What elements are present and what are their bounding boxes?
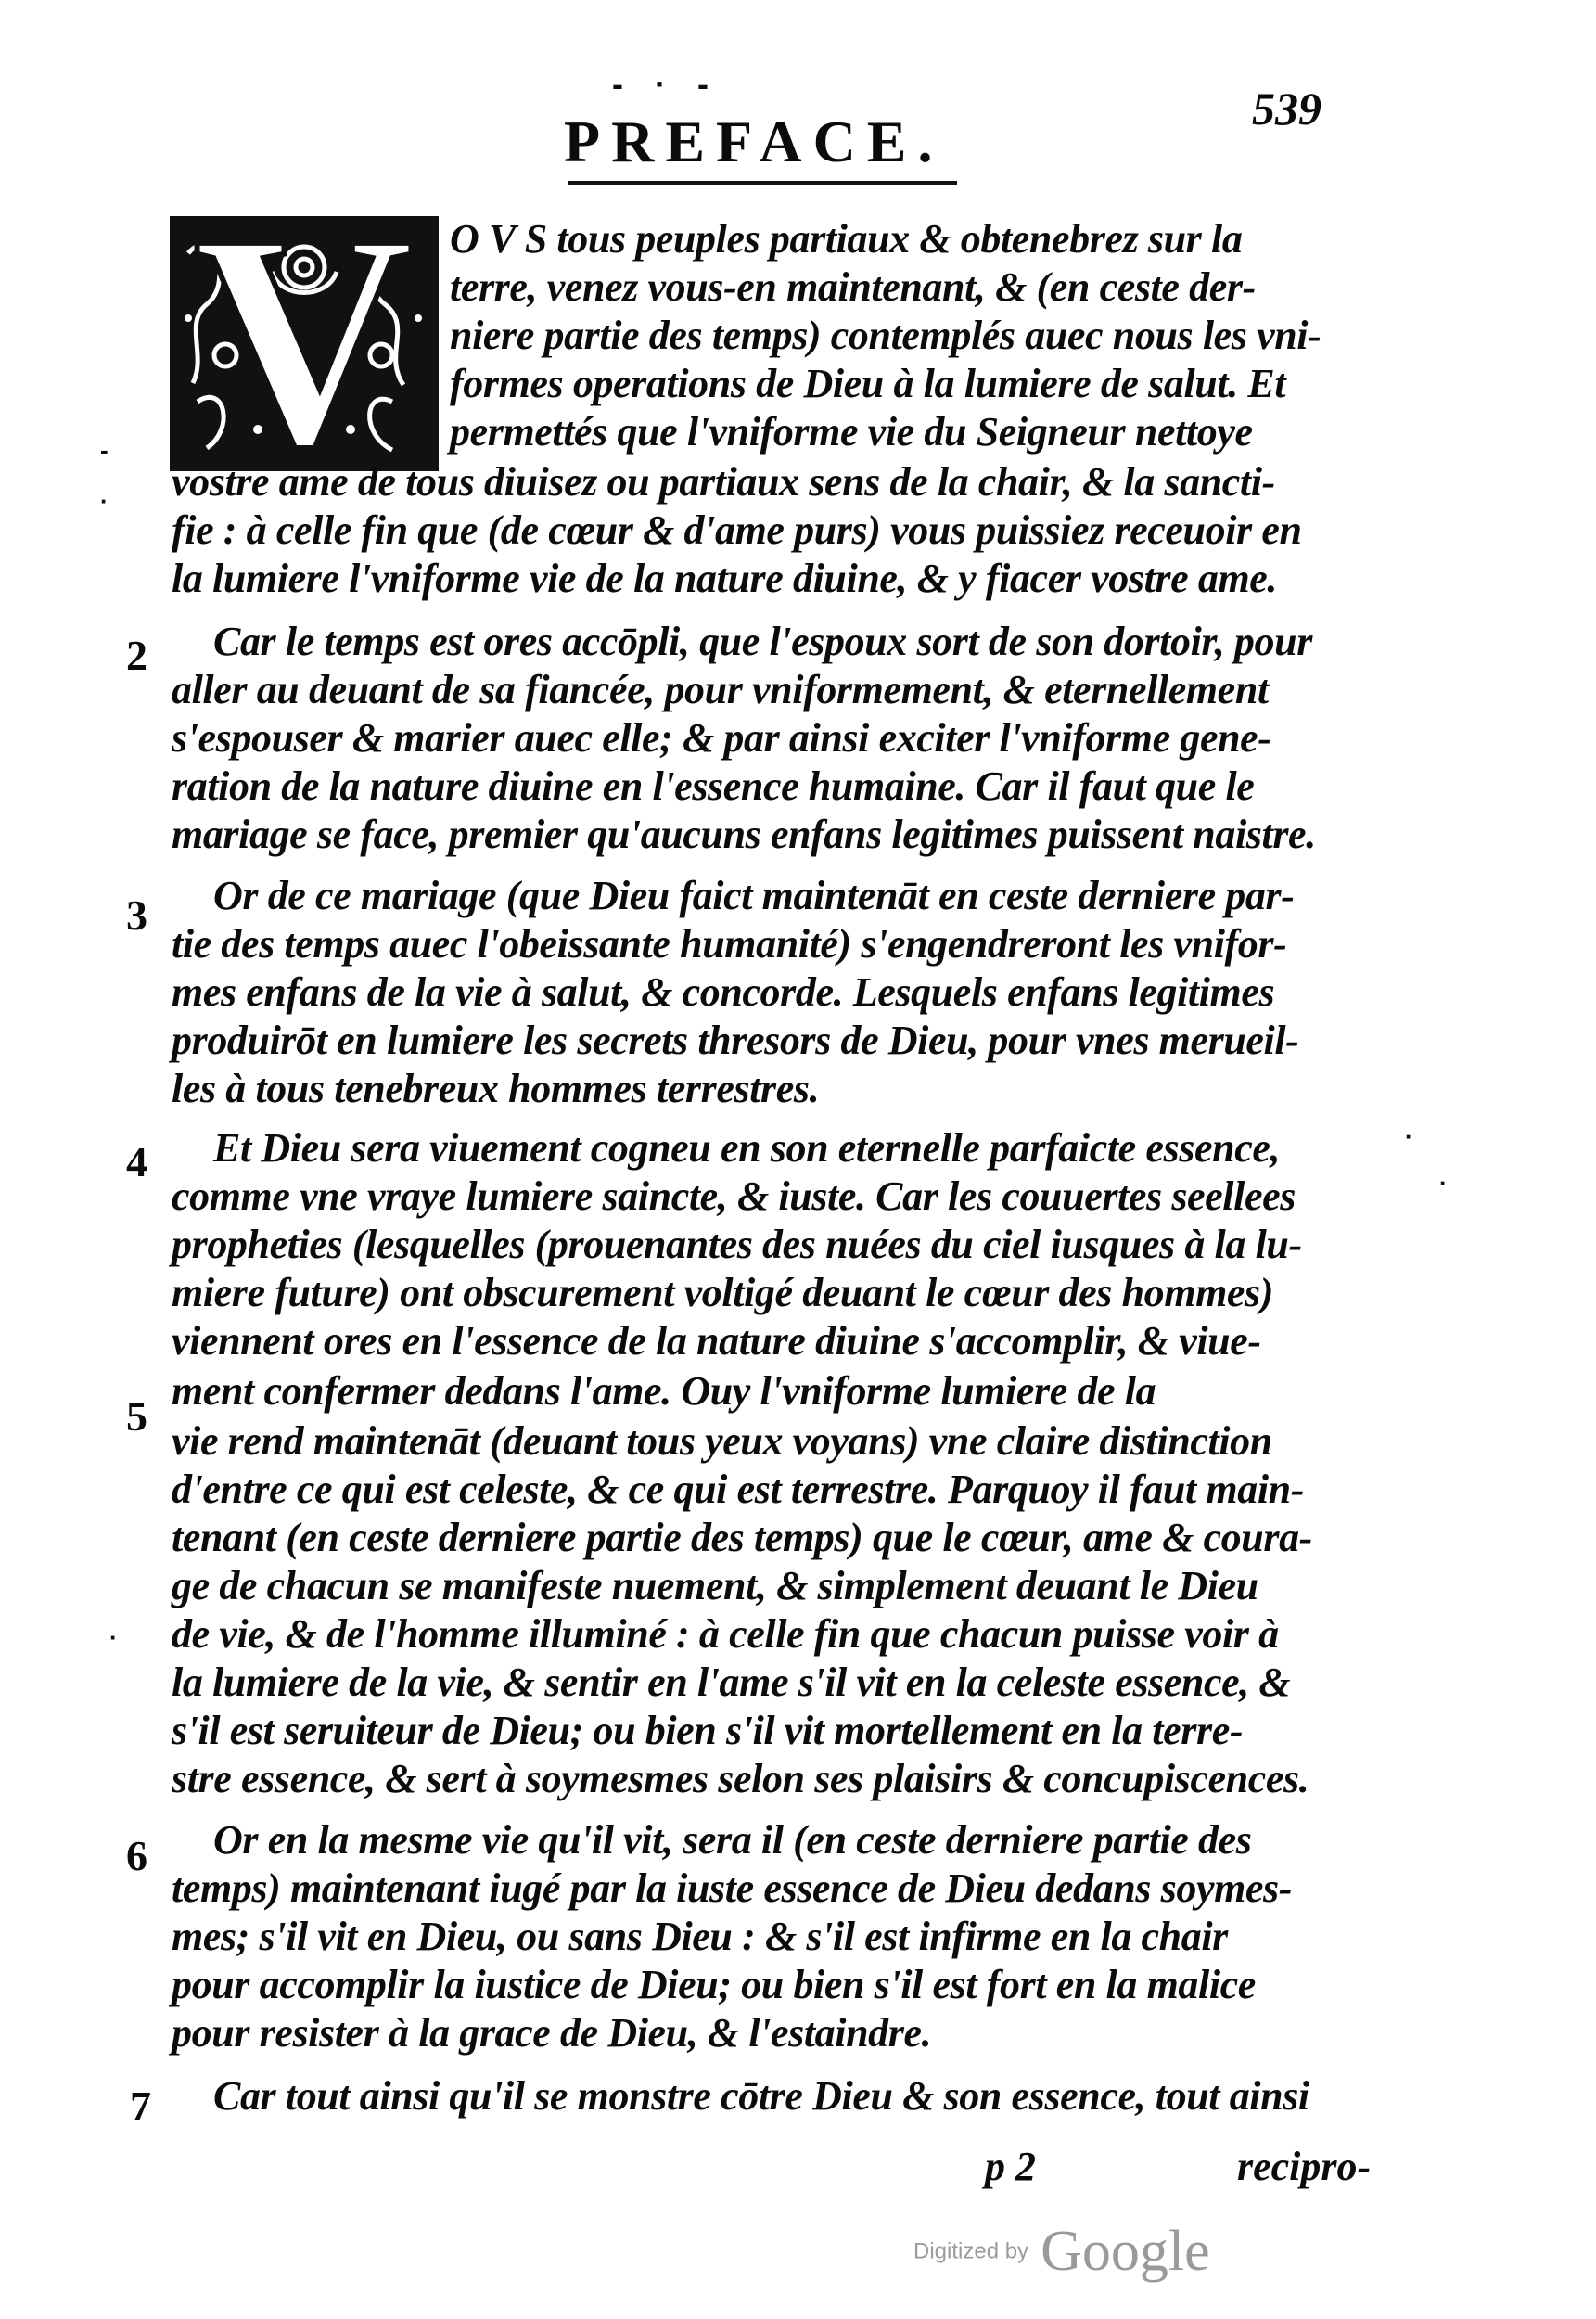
decorated-drop-cap: [170, 172, 439, 510]
margin-number: 5: [126, 1392, 147, 1440]
text-line: ge de chacun se manifeste nuement, & simplement deuant le Dieu: [172, 1563, 1258, 1608]
text-line: propheties (lesquelles (prouenantes des nuées du ciel iusques à la lu-: [172, 1222, 1302, 1267]
digitization-watermark: [913, 2219, 1210, 2285]
text-line: temps) maintenant iugé par la iuste essence de Dieu dedans soymes-: [172, 1865, 1293, 1911]
text-line: vie rend maintenāt (deuant tous yeux voyans) vne claire distinction: [172, 1418, 1272, 1464]
margin-number: 6: [126, 1832, 147, 1879]
page-number: 539: [1252, 83, 1321, 135]
text-line: tenant (en ceste derniere partie des temps) que le cœur, ame & coura-: [172, 1515, 1312, 1560]
margin-number: 3: [126, 891, 147, 939]
text-line: comme vne vraye lumiere saincte, & iuste. Car les couuertes seellees: [172, 1173, 1296, 1219]
text-line: pour accomplir la iustice de Dieu; ou bien s'il est fort en la malice: [172, 1962, 1256, 2007]
margin-number: 2: [126, 632, 147, 679]
ink-speck: ·: [100, 487, 109, 515]
text-line: s'il est seruiteur de Dieu; ou bien s'il vit mortellement en la terre-: [172, 1708, 1244, 1753]
text-line: les à tous tenebreux hommes terrestres.: [172, 1066, 820, 1111]
text-line: viennent ores en l'essence de la nature diuine s'accomplir, & viue-: [172, 1318, 1261, 1364]
text-line: produirōt en lumiere les secrets thresors de Dieu, pour vnes merueil-: [172, 1018, 1299, 1063]
text-line: de vie, & de l'homme illuminé : à celle fin que chacun puisse voir à: [172, 1611, 1279, 1657]
watermark-prefix: Digitized by: [913, 2238, 1029, 2264]
ink-speck: ·: [1405, 1122, 1413, 1150]
text-line: Car le temps est ores accōpli, que l'espoux sort de son dortoir, pour: [213, 619, 1312, 664]
text-line: mariage se face, premier qu'aucuns enfans legitimes puissent naistre.: [172, 812, 1316, 857]
text-line: Or en la mesme vie qu'il vit, sera il (en ceste derniere partie des: [213, 1817, 1252, 1863]
text-line: d'entre ce qui est celeste, & ce qui est terrestre. Parquoy il faut main-: [172, 1467, 1304, 1512]
text-line: niere partie des temps) contemplés auec nous les vni-: [450, 313, 1321, 358]
text-line: fie : à celle fin que (de cœur & d'ame purs) vous puissiez receuoir en: [172, 507, 1302, 553]
signature-mark: p 2: [985, 2144, 1036, 2189]
text-line: tie des temps auec l'obeissante humanité) s'engendreront les vnifor-: [172, 921, 1287, 967]
text-line: vostre ame de tous diuisez ou partiaux sens de la chair, & la sancti-: [172, 459, 1275, 505]
text-line: pour resister à la grace de Dieu, & l'estaindre.: [172, 2010, 932, 2056]
text-line: aller au deuant de sa fiancée, pour vniformement, & eternellement: [172, 667, 1269, 712]
text-line: miere future) ont obscurement voltigé deuant le cœur des hommes): [172, 1270, 1274, 1315]
text-line: la lumiere de la vie, & sentir en l'ame s'il vit en la celeste essence, &: [172, 1659, 1291, 1705]
page-title: PREFACE.: [564, 109, 944, 174]
drop-cap-letter: V: [193, 172, 415, 510]
text-line: permettés que l'vniforme vie du Seigneur nettoye: [450, 409, 1253, 455]
text-line: O V S tous peuples partiaux & obtenebrez sur la: [450, 216, 1243, 262]
margin-number: 4: [126, 1138, 147, 1185]
text-line: ment confermer dedans l'ame. Ouy l'vniforme lumiere de la: [172, 1368, 1156, 1414]
watermark-brand-logo: Google: [1041, 2220, 1210, 2283]
text-line: Or de ce mariage (que Dieu faict maintenāt en ceste derniere par-: [213, 873, 1295, 918]
top-ink-specks: - · -: [612, 65, 720, 103]
margin-number: 7: [130, 2082, 151, 2130]
text-line: terre, venez vous-en maintenant, & (en ceste der-: [450, 264, 1256, 310]
ink-speck: ·: [109, 1623, 118, 1651]
text-line: Et Dieu sera viuement cogneu en son eternelle parfaicte essence,: [213, 1125, 1281, 1171]
text-line: stre essence, & sert à soymesmes selon ses plaisirs & concupiscences.: [172, 1756, 1309, 1801]
text-line: s'espouser & marier auec elle; & par ainsi exciter l'vniforme gene-: [172, 715, 1271, 761]
text-line: la lumiere l'vniforme vie de la nature diuine, & y fiacer vostre ame.: [172, 556, 1278, 601]
text-line: mes enfans de la vie à salut, & concorde. Lesquels enfans legitimes: [172, 969, 1275, 1015]
text-line: ration de la nature diuine en l'essence humaine. Car il faut que le: [172, 763, 1255, 809]
catchword: recipro-: [1237, 2144, 1372, 2189]
ink-speck: ·: [1439, 1169, 1448, 1197]
text-line: formes operations de Dieu à la lumiere de salut. Et: [450, 361, 1286, 406]
title-underline: [568, 181, 957, 185]
text-line: mes; s'il vit en Dieu, ou sans Dieu : & s'il est infirme en la chair: [172, 1914, 1228, 1959]
text-line: Car tout ainsi qu'il se monstre cōtre Dieu & son essence, tout ainsi: [213, 2073, 1309, 2119]
ink-speck: -: [100, 436, 109, 464]
